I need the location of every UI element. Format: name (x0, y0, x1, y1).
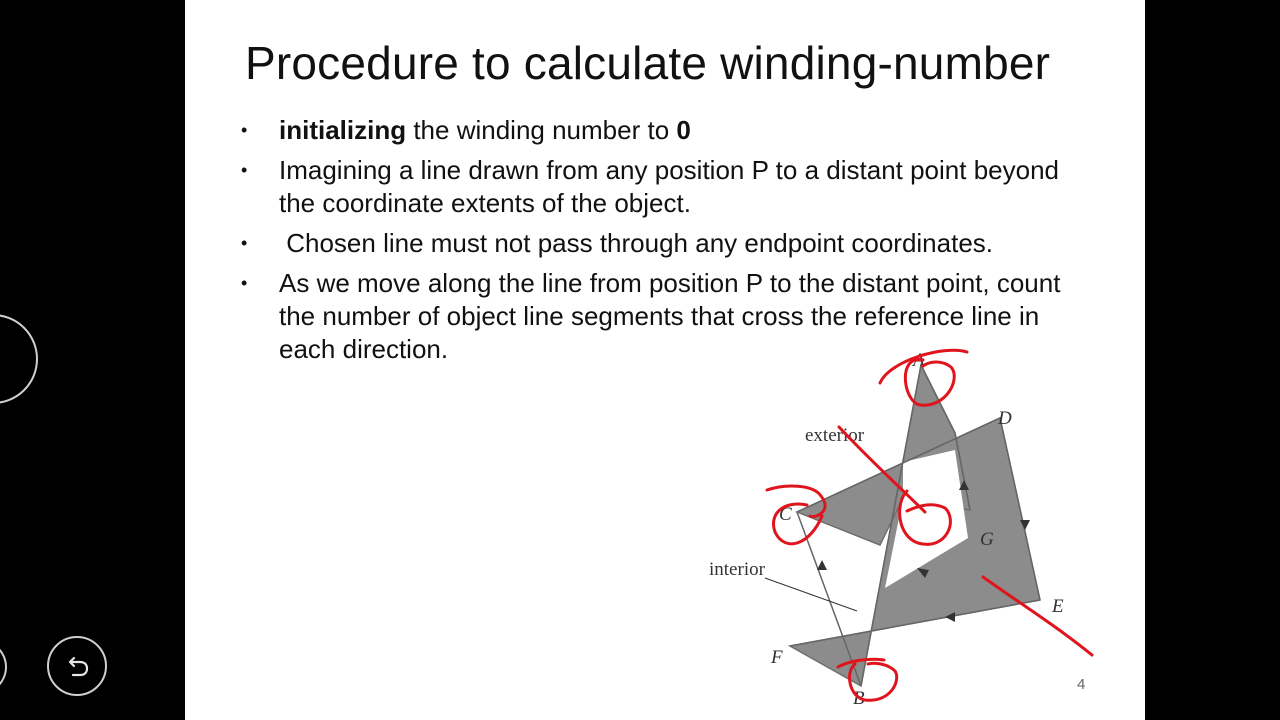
interior-label: interior (709, 559, 765, 580)
overlay-control-button[interactable] (0, 638, 7, 696)
vertex-label-d: D (998, 408, 1012, 429)
presentation-slide (185, 0, 1145, 720)
bullet-dot-icon: • (241, 273, 248, 293)
bullet-text: Chosen line must not pass through any endpoint coordinates. (279, 228, 994, 258)
vertex-label-g: G (980, 529, 994, 550)
vertex-label-e: E (1052, 596, 1064, 617)
exterior-label: exterior (805, 425, 865, 446)
bullet-text: Imagining a line drawn from any position P to a distant point beyond the coordinate extents of the object. (279, 155, 1059, 218)
page-number: 4 (1077, 676, 1086, 693)
vertex-label-c: C (779, 504, 792, 525)
bullet-text: As we move along the line from position P to the distant point, count the number of object line segments that cross the reference line in each direction. (279, 268, 1061, 364)
vertex-label-a: A (913, 350, 925, 371)
undo-button[interactable] (47, 636, 107, 696)
bullet-dot-icon: • (241, 120, 248, 140)
bullet-dot-icon: • (241, 233, 248, 253)
undo-icon (62, 651, 92, 681)
winding-number-figure (185, 0, 1145, 720)
vertex-label-f: F (771, 647, 783, 668)
bullet-bold-text: initializing (279, 115, 407, 145)
bullet-text: the winding number to (406, 115, 677, 145)
bullet-dot-icon: • (241, 160, 248, 180)
previous-slide-button[interactable] (0, 314, 38, 404)
vertex-label-b: B (853, 688, 865, 709)
bullet-bold-text: 0 (676, 115, 691, 145)
interior-pointer-line (765, 578, 857, 611)
slide-title: Procedure to calculate winding-number (245, 37, 1051, 89)
